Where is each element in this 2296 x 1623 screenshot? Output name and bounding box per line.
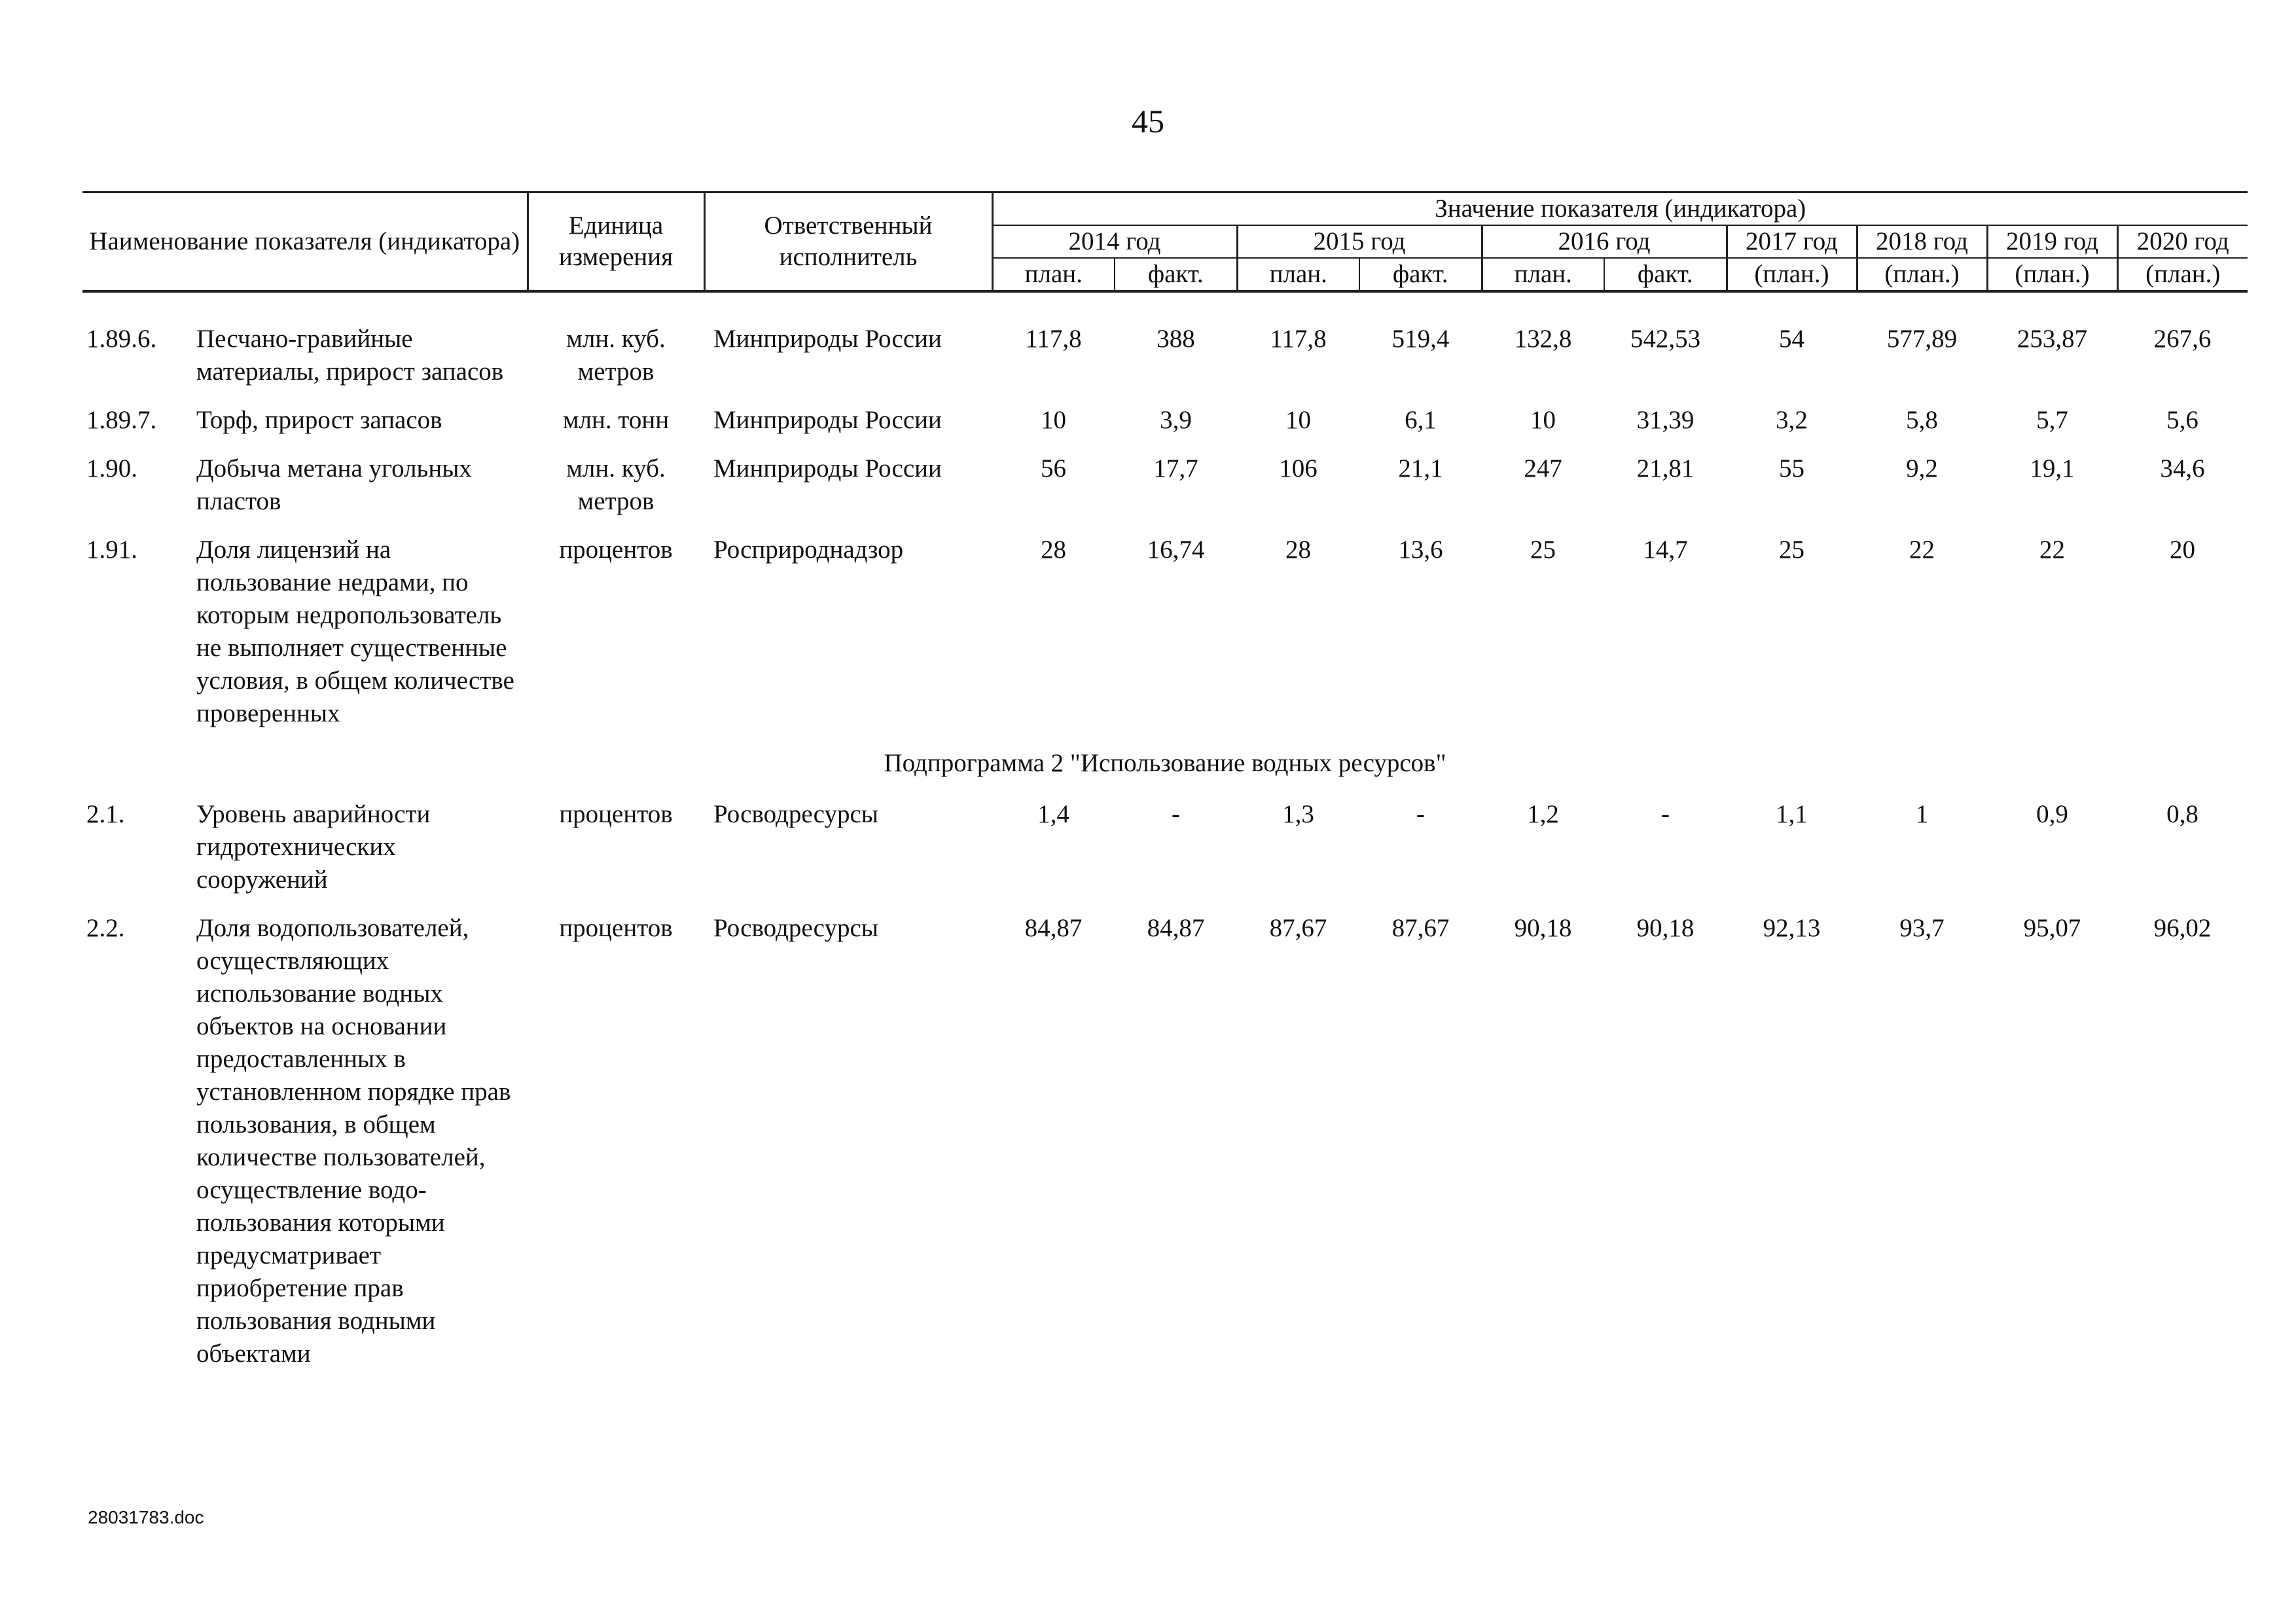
table-row — [82, 323, 2248, 404]
table-header — [82, 192, 2248, 292]
value-2016-fact: 542,53 — [1630, 325, 1701, 353]
value-2016-fact: 90,18 — [1636, 914, 1695, 942]
value-2020-plan: 0,8 — [2166, 800, 2198, 828]
value-2015-plan: 10 — [1285, 406, 1311, 434]
row-responsible: Росприроднадзор — [713, 536, 904, 564]
row-unit: млн. куб. метров — [566, 325, 666, 386]
value-2015-fact: 519,4 — [1391, 325, 1450, 353]
value-2019-plan: 95,07 — [2023, 914, 2081, 942]
row-unit: процентов — [559, 536, 673, 564]
row-number: 1.89.6. — [86, 325, 157, 353]
value-2014-plan: 10 — [1041, 406, 1066, 434]
header-2019-plan: (план.) — [1987, 258, 2117, 291]
indicators-table — [82, 191, 2248, 1386]
value-2015-fact: 21,1 — [1398, 454, 1443, 483]
value-2019-plan: 253,87 — [2017, 325, 2088, 353]
row-unit: млн. куб. метров — [566, 454, 666, 515]
value-2016-fact: 21,81 — [1636, 454, 1695, 483]
value-2016-plan: 10 — [1530, 406, 1556, 434]
row-name: Уровень аварийности гидротехнических сооружений — [196, 800, 431, 894]
value-2017-plan: 92,13 — [1763, 914, 1821, 942]
value-2017-plan: 1,1 — [1776, 800, 1808, 828]
value-2016-fact: - — [1661, 800, 1670, 828]
value-2015-plan: 106 — [1279, 454, 1318, 483]
header-2014-plan: план. — [992, 258, 1115, 291]
subprogram-title: Подпрограмма 2 "Использование водных ресурсов" — [884, 749, 1446, 777]
value-2015-fact: 6,1 — [1405, 406, 1437, 434]
header-year-2016: 2016 год — [1482, 225, 1727, 258]
row-responsible: Росводресурсы — [713, 800, 878, 828]
value-2016-plan: 25 — [1530, 536, 1556, 564]
value-2017-plan: 55 — [1779, 454, 1804, 483]
value-2016-fact: 14,7 — [1643, 536, 1688, 564]
value-2016-plan: 247 — [1524, 454, 1562, 483]
value-2017-plan: 3,2 — [1776, 406, 1808, 434]
value-2014-fact: 388 — [1157, 325, 1195, 353]
spacer-row — [82, 291, 2248, 323]
row-name: Доля лицензий на пользование недрами, по которым недропользователь не выполняет существенные условия, в общем количестве проверенных — [196, 536, 514, 727]
value-2014-fact: 84,87 — [1147, 914, 1205, 942]
indicators-table-wrap — [82, 191, 2229, 1386]
value-2014-plan: 56 — [1041, 454, 1066, 483]
value-2015-fact: 13,6 — [1398, 536, 1443, 564]
table-row — [82, 912, 2248, 1386]
header-year-2017: 2017 год — [1727, 225, 1857, 258]
value-2014-fact: - — [1172, 800, 1180, 828]
header-year-2020: 2020 год — [2117, 225, 2248, 258]
value-2014-fact: 3,9 — [1160, 406, 1192, 434]
header-2016-fact: факт. — [1604, 258, 1727, 291]
row-unit: процентов — [559, 914, 673, 942]
value-2020-plan: 96,02 — [2153, 914, 2212, 942]
row-name: Песчано-гравийные материалы, прирост запасов — [196, 325, 504, 386]
value-2015-plan: 117,8 — [1270, 325, 1327, 353]
value-2018-plan: 577,89 — [1886, 325, 1958, 353]
value-2016-fact: 31,39 — [1636, 406, 1695, 434]
value-2018-plan: 5,8 — [1906, 406, 1938, 434]
value-2019-plan: 22 — [2039, 536, 2065, 564]
value-2019-plan: 5,7 — [2036, 406, 2068, 434]
table-row — [82, 798, 2248, 912]
row-name: Торф, прирост запасов — [196, 406, 442, 434]
value-2014-plan: 28 — [1041, 536, 1066, 564]
header-2017-plan: (план.) — [1727, 258, 1857, 291]
value-2020-plan: 20 — [2170, 536, 2195, 564]
row-number: 1.91. — [86, 536, 137, 564]
value-2018-plan: 9,2 — [1906, 454, 1938, 483]
value-2014-fact: 16,74 — [1147, 536, 1205, 564]
footer-document-id: 28031783.doc — [88, 1507, 204, 1527]
row-number: 2.1. — [86, 800, 125, 828]
header-2020-plan: (план.) — [2117, 258, 2248, 291]
value-2017-plan: 54 — [1779, 325, 1804, 353]
table-row — [82, 534, 2248, 746]
value-2015-plan: 28 — [1285, 536, 1311, 564]
header-year-2019: 2019 год — [1987, 225, 2117, 258]
header-2016-plan: план. — [1482, 258, 1604, 291]
header-value-group: Значение показателя (индикатора) — [992, 192, 2248, 226]
value-2014-fact: 17,7 — [1153, 454, 1198, 483]
header-year-2014: 2014 год — [992, 225, 1237, 258]
header-name: Наименование показателя (индикатора) — [82, 192, 528, 292]
header-2015-plan: план. — [1237, 258, 1359, 291]
value-2019-plan: 0,9 — [2036, 800, 2068, 828]
value-2015-fact: 87,67 — [1391, 914, 1450, 942]
value-2014-plan: 84,87 — [1024, 914, 1083, 942]
row-unit: процентов — [559, 800, 673, 828]
value-2020-plan: 34,6 — [2160, 454, 2205, 483]
row-responsible: Минприроды России — [713, 406, 942, 434]
value-2020-plan: 267,6 — [2153, 325, 2212, 353]
header-year-2015: 2015 год — [1237, 225, 1482, 258]
table-body — [82, 291, 2248, 1386]
row-responsible: Минприроды России — [713, 454, 942, 483]
header-2014-fact: факт. — [1115, 258, 1237, 291]
page-number: 45 — [1132, 103, 1164, 139]
value-2016-plan: 132,8 — [1514, 325, 1572, 353]
value-2019-plan: 19,1 — [2030, 454, 2075, 483]
value-2020-plan: 5,6 — [2166, 406, 2198, 434]
subprogram-row — [82, 746, 2248, 798]
value-2018-plan: 93,7 — [1899, 914, 1945, 942]
row-unit: млн. тонн — [562, 406, 670, 434]
value-2018-plan: 22 — [1909, 536, 1935, 564]
value-2017-plan: 25 — [1779, 536, 1804, 564]
header-2018-plan: (план.) — [1857, 258, 1987, 291]
row-name: Доля водопользователей, осуществляющих использование водных объектов на основании предоставленных в установленном порядке прав пользования, в общем количестве пользователей, осуществление водо-пользования которыми предусматривает приобретение прав пользования водными объектами — [196, 914, 511, 1368]
row-number: 1.89.7. — [86, 406, 157, 434]
value-2018-plan: 1 — [1915, 800, 1929, 828]
value-2016-plan: 90,18 — [1514, 914, 1572, 942]
value-2015-plan: 87,67 — [1269, 914, 1327, 942]
value-2015-fact: - — [1416, 800, 1425, 828]
row-name: Добыча метана угольных пластов — [196, 454, 472, 515]
value-2014-plan: 117,8 — [1025, 325, 1082, 353]
header-year-2018: 2018 год — [1857, 225, 1987, 258]
row-number: 2.2. — [86, 914, 125, 942]
header-unit: Единица измерения — [528, 192, 704, 292]
table-row — [82, 452, 2248, 534]
header-2015-fact: факт. — [1359, 258, 1482, 291]
header-responsible: Ответственный исполнитель — [704, 192, 992, 292]
table-row — [82, 404, 2248, 452]
value-2015-plan: 1,3 — [1282, 800, 1314, 828]
row-responsible: Минприроды России — [713, 325, 942, 353]
value-2014-plan: 1,4 — [1037, 800, 1069, 828]
value-2016-plan: 1,2 — [1527, 800, 1559, 828]
row-number: 1.90. — [86, 454, 137, 483]
row-responsible: Росводресурсы — [713, 914, 878, 942]
